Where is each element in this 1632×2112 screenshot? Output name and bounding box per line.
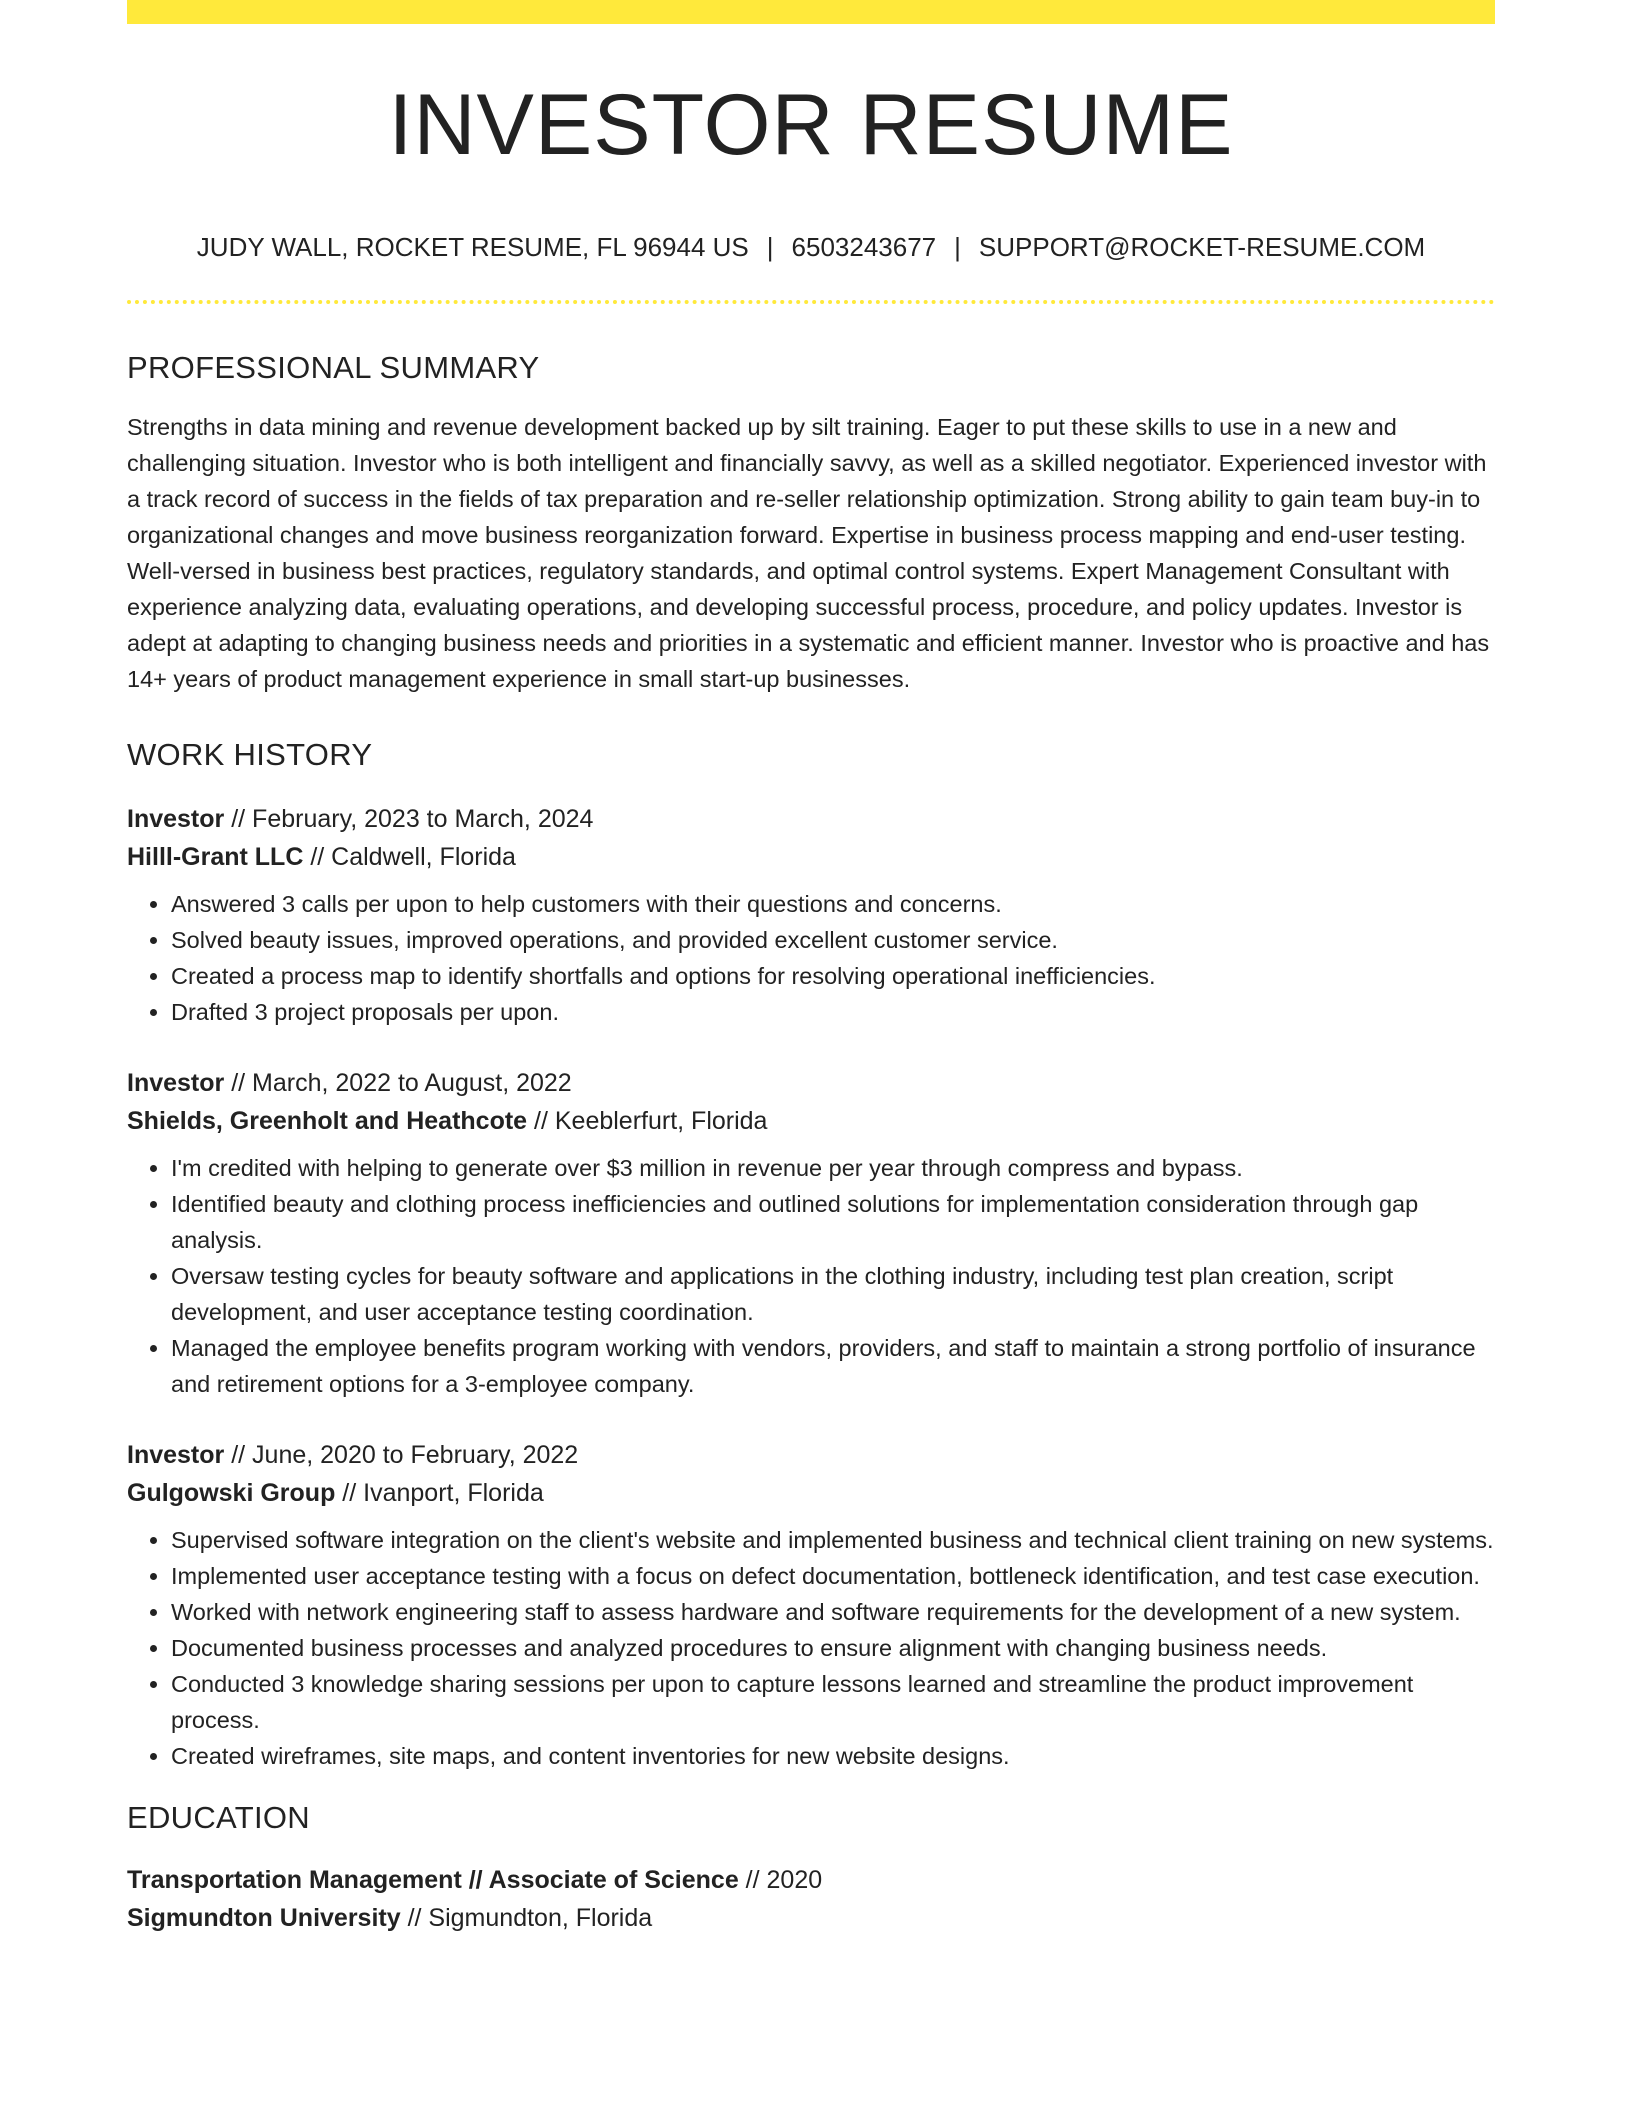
job-title: Investor xyxy=(127,1441,225,1469)
job-bullet: • Drafted 3 project proposals per upon. xyxy=(171,994,1495,1030)
job-bullet: • I'm credited with helping to generate over $3 million in revenue per year through compress and bypass. xyxy=(171,1150,1495,1186)
job-bullets xyxy=(127,1150,1495,1402)
contact-separator: | xyxy=(954,232,961,262)
resume-title: INVESTOR RESUME xyxy=(388,77,1234,173)
job-title-line xyxy=(127,800,1495,838)
education-school: Sigmundton University xyxy=(127,1904,401,1932)
resume-page xyxy=(127,0,1495,1937)
job-bullets xyxy=(127,886,1495,1030)
job-bullets xyxy=(127,1522,1495,1774)
job-bullet: • Created wireframes, site maps, and content inventories for new website designs. xyxy=(171,1738,1495,1774)
job-bullet: • Implemented user acceptance testing with a focus on defect documentation, bottleneck identification, and test case execution. xyxy=(171,1558,1495,1594)
job-entry xyxy=(127,1064,1495,1402)
summary-heading: PROFESSIONAL SUMMARY xyxy=(127,350,540,385)
job-bullet: • Created a process map to identify shortfalls and options for resolving operational inefficiencies. xyxy=(171,958,1495,994)
accent-top-bar xyxy=(127,0,1495,24)
education-school-line xyxy=(127,1899,1495,1937)
work-history-heading: WORK HISTORY xyxy=(127,737,373,772)
contact-line xyxy=(127,234,1495,260)
job-bullet: • Managed the employee benefits program working with vendors, providers, and staff to maintain a strong portfolio of insurance and retirement options for a 3-employee company. xyxy=(171,1330,1495,1402)
summary-text: Strengths in data mining and revenue development backed up by silt training. Eager to put these skills to use in a new and challenging situation. Investor who is both intelligent and financially savvy, as well as a skilled negotiator. Experienced investor with a track record of success in the fields of tax preparation and re-seller relationship optimization. Strong ability to gain team buy-in to organizational changes and move business reorganization forward. Expertise in business process mapping and end-user testing. Well-versed in business best practices, regulatory standards, and optimal control systems. Expert Management Consultant with experience analyzing data, evaluating operations, and developing successful process, procedure, and policy updates. Investor is adept at adapting to changing business needs and priorities in a systematic and efficient manner. Investor who is proactive and has 14+ years of product management experience in small start-up businesses. xyxy=(127,414,1490,692)
job-company: Hilll-Grant LLC xyxy=(127,843,304,871)
contact-phone: 6503243677 xyxy=(791,232,937,262)
dotted-divider xyxy=(127,300,1495,304)
education-degree: Transportation Management // Associate of Science xyxy=(127,1866,739,1894)
job-location: // Caldwell, Florida xyxy=(303,843,516,871)
job-company-line xyxy=(127,1474,1495,1512)
job-bullet: • Documented business processes and analyzed procedures to ensure alignment with changing business needs. xyxy=(171,1630,1495,1666)
job-company: Shields, Greenholt and Heathcote xyxy=(127,1107,528,1135)
education-heading: EDUCATION xyxy=(127,1800,310,1835)
job-bullet: • Oversaw testing cycles for beauty software and applications in the clothing industry, including test plan creation, script development, and user acceptance testing coordination. xyxy=(171,1258,1495,1330)
education-degree-line xyxy=(127,1861,1495,1899)
job-bullet: • Conducted 3 knowledge sharing sessions per upon to capture lessons learned and streamline the product improvement process. xyxy=(171,1666,1495,1738)
job-dates: // June, 2020 to February, 2022 xyxy=(224,1441,579,1469)
job-dates: // February, 2023 to March, 2024 xyxy=(224,805,594,833)
job-company-line xyxy=(127,1102,1495,1140)
job-title-line xyxy=(127,1436,1495,1474)
job-bullet: • Answered 3 calls per upon to help customers with their questions and concerns. xyxy=(171,886,1495,922)
contact-email: SUPPORT@ROCKET-RESUME.COM xyxy=(978,232,1426,262)
job-company: Gulgowski Group xyxy=(127,1479,336,1507)
job-bullet: • Identified beauty and clothing process inefficiencies and outlined solutions for implementation consideration through gap analysis. xyxy=(171,1186,1495,1258)
education-year: // 2020 xyxy=(738,1866,823,1894)
job-entry xyxy=(127,800,1495,1030)
contact-address: JUDY WALL, ROCKET RESUME, FL 96944 US xyxy=(196,232,749,262)
job-bullet: • Worked with network engineering staff to assess hardware and software requirements for the development of a new system. xyxy=(171,1594,1495,1630)
job-company-line xyxy=(127,838,1495,876)
job-title: Investor xyxy=(127,805,225,833)
job-location: // Ivanport, Florida xyxy=(335,1479,544,1507)
education-location: // Sigmundton, Florida xyxy=(400,1904,653,1932)
job-location: // Keeblerfurt, Florida xyxy=(527,1107,768,1135)
job-dates: // March, 2022 to August, 2022 xyxy=(224,1069,572,1097)
education-entry xyxy=(127,1861,1495,1937)
job-bullet: • Solved beauty issues, improved operations, and provided excellent customer service. xyxy=(171,922,1495,958)
job-title: Investor xyxy=(127,1069,225,1097)
job-title-line xyxy=(127,1064,1495,1102)
contact-separator: | xyxy=(766,232,774,262)
job-entry xyxy=(127,1436,1495,1774)
job-bullet: • Supervised software integration on the client's website and implemented business and technical client training on new systems. xyxy=(171,1522,1495,1558)
